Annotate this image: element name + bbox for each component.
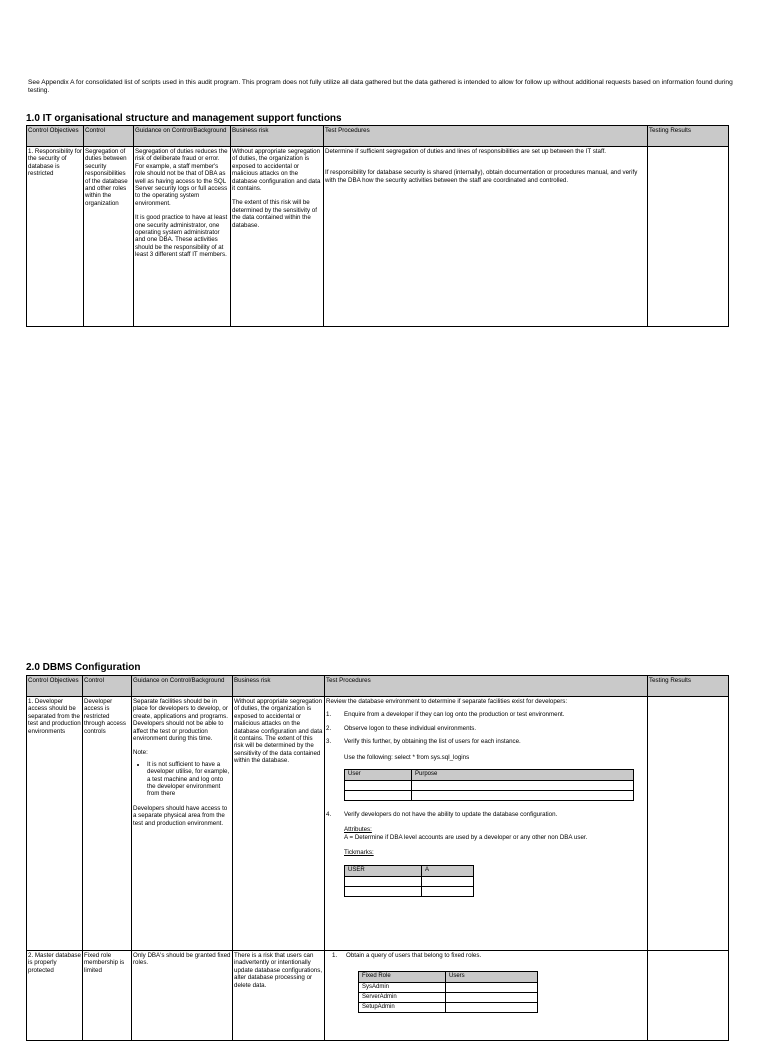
table-header-row xyxy=(27,126,729,147)
step-number: 1. xyxy=(326,711,332,719)
guidance-note-label: Note: xyxy=(133,749,148,757)
step-text: Obtain a query of users that belong to fixed roles. xyxy=(346,952,482,959)
control-cell: Fixed role membership is limited xyxy=(83,951,132,1041)
guidance-paragraph: Segregation of duties reduces the risk of deliberate fraud or error. For example, a staff member's role should not be that of DBA as well as having access to the SQL Server security logs or full access to the operating system environment. xyxy=(135,148,228,207)
header-control: Control xyxy=(84,126,134,147)
step-number: 4. xyxy=(326,811,332,819)
fixed-roles-table xyxy=(358,971,538,1013)
control-objective-cell: 1. Responsibility for the security of database is restricted xyxy=(27,147,84,327)
header-test-procedures: Test Procedures xyxy=(325,676,648,697)
attributes-block xyxy=(326,826,646,896)
empty-cell xyxy=(412,781,634,791)
control-objective-cell: 2. Master database is properly protected xyxy=(27,951,83,1041)
empty-cell xyxy=(345,886,422,896)
step-text: Observe logon to these individual environments. xyxy=(344,724,477,732)
fixed-role-name: SetupAdmin xyxy=(359,1003,446,1013)
risk-paragraph: The extent of this risk will be determined by the sensitivity of the data contained within the database. xyxy=(232,199,317,229)
section-1-table xyxy=(26,125,729,327)
step-text: Verify developers do not have the ability to update the database configuration. xyxy=(344,811,558,819)
guidance-paragraph: Developers should have access to a separate physical area from the test and production environment. xyxy=(133,804,228,827)
table-row xyxy=(27,951,729,1041)
table-header-row xyxy=(27,676,729,697)
header-testing-results: Testing Results xyxy=(648,676,729,697)
procedure-step xyxy=(326,952,646,959)
procedure-step xyxy=(326,725,646,732)
empty-cell xyxy=(446,993,538,1003)
user-header: User xyxy=(345,770,412,781)
table-row xyxy=(27,147,729,327)
procedure-step xyxy=(326,738,646,801)
tick-a-header: A xyxy=(422,865,474,876)
procedure-paragraph: If responsibility for database security is shared (internally), obtain documentation or procedures manual, and verify with the DBA how the security activities between the staff are coordinated and controlled. xyxy=(325,169,638,184)
guidance-paragraph: Separate facilities should be in place for developers to develop, or create, applications and programs. Developers should not be able to affect the test or production environment during this time. xyxy=(133,698,228,743)
tickmarks-table xyxy=(344,865,474,897)
empty-cell xyxy=(345,781,412,791)
header-control: Control xyxy=(83,676,132,697)
header-control-objectives: Control Objectives xyxy=(27,126,84,147)
header-test-procedures: Test Procedures xyxy=(324,126,648,147)
attributes-text: A = Determine if DBA level accounts are used by a developer or any other non DBA user. xyxy=(344,833,588,841)
header-testing-results: Testing Results xyxy=(648,126,729,147)
users-header: Users xyxy=(446,972,538,983)
guidance-paragraph: It is good practice to have at least one security administrator, one operating system administrator and one DBA. These activities should be the responsibility of at least 3 different staff IT members. xyxy=(135,214,228,259)
step-text: Verify this further, by obtaining the list of users for each instance. xyxy=(344,738,521,746)
step-number: 2. xyxy=(326,724,332,732)
header-business-risk: Business risk xyxy=(231,126,324,147)
procedure-step xyxy=(326,711,646,718)
testing-results-cell xyxy=(648,951,729,1041)
query-text: Use the following: select * from sys.sql_logins xyxy=(344,753,470,761)
procedure-step xyxy=(326,811,646,818)
empty-cell xyxy=(446,1003,538,1013)
tickmarks-label: Tickmarks: xyxy=(344,849,374,857)
risk-paragraph: Without appropriate segregation of duties, the organization is exposed to accidental or malicious attacks on the database configuration and data it contains. xyxy=(232,148,321,193)
user-purpose-table xyxy=(344,769,634,801)
test-procedures-cell xyxy=(324,147,648,327)
guidance-cell: Only DBA's should be granted fixed roles. xyxy=(132,951,233,1041)
fixed-role-header: Fixed Role xyxy=(359,972,446,983)
empty-cell xyxy=(422,886,474,896)
attributes-label: Attributes: xyxy=(344,826,372,834)
step-number: 3. xyxy=(326,738,332,746)
step-text: Enquire from a developer if they can log onto the production or test environment. xyxy=(344,711,565,719)
procedure-steps xyxy=(326,952,646,959)
fixed-role-name: SysAdmin xyxy=(359,983,446,993)
procedure-paragraph: Determine if sufficient segregation of duties and lines of responsibilities are set up between the IT staff. xyxy=(325,148,607,155)
fixed-role-name: ServerAdmin xyxy=(359,993,446,1003)
business-risk-cell: There is a risk that users can inadvertently or intentionally update database configurations, alter database processing or delete data. xyxy=(233,951,325,1041)
empty-cell xyxy=(345,876,422,886)
purpose-header: Purpose xyxy=(412,770,634,781)
guidance-bullet-list xyxy=(133,761,231,798)
procedure-intro: Review the database environment to determine if separate facilities exist for developers: xyxy=(326,698,568,705)
control-cell: Segregation of duties between security responsibilities of the database and other roles within the organization xyxy=(84,147,134,327)
header-business-risk: Business risk xyxy=(233,676,325,697)
table-row xyxy=(27,697,729,951)
header-guidance: Guidance on Control/Background xyxy=(134,126,231,147)
intro-text: See Appendix A for consolidated list of scripts used in this audit program. This program does not fully utilize all data gathered but the data gathered is intended to allow for follow up without additional requests based on information found during testing. xyxy=(28,79,733,94)
guidance-cell xyxy=(134,147,231,327)
guidance-bullet: • It is not sufficient to have a developer utilise, for example, a test machine and log onto the developer environment from there xyxy=(147,761,231,798)
test-procedures-cell xyxy=(325,951,648,1041)
tick-user-header: USER xyxy=(345,865,422,876)
control-cell: Developer access is restricted through access controls xyxy=(83,697,132,951)
guidance-cell xyxy=(132,697,233,951)
section-2-table xyxy=(26,675,729,1041)
empty-cell xyxy=(446,983,538,993)
section-1-title: 1.0 IT organisational structure and management support functions xyxy=(26,113,342,124)
business-risk-cell: Without appropriate segregation of duties, the organization is exposed to accidental or malicious attacks on the database configuration and data it contains. The extent of this risk will be determined by the sensitivity of the data contained within the database. xyxy=(233,697,325,951)
empty-cell xyxy=(422,876,474,886)
business-risk-cell xyxy=(231,147,324,327)
section-2-title: 2.0 DBMS Configuration xyxy=(26,662,141,673)
header-guidance: Guidance on Control/Background xyxy=(132,676,233,697)
control-objective-cell: 1. Developer access should be separated from the test and production environments xyxy=(27,697,83,951)
testing-results-cell xyxy=(648,697,729,951)
empty-cell xyxy=(412,791,634,801)
procedure-steps xyxy=(326,711,646,818)
header-control-objectives: Control Objectives xyxy=(27,676,83,697)
step-number: 1. xyxy=(332,952,338,959)
empty-cell xyxy=(345,791,412,801)
testing-results-cell xyxy=(648,147,729,327)
test-procedures-cell xyxy=(325,697,648,951)
